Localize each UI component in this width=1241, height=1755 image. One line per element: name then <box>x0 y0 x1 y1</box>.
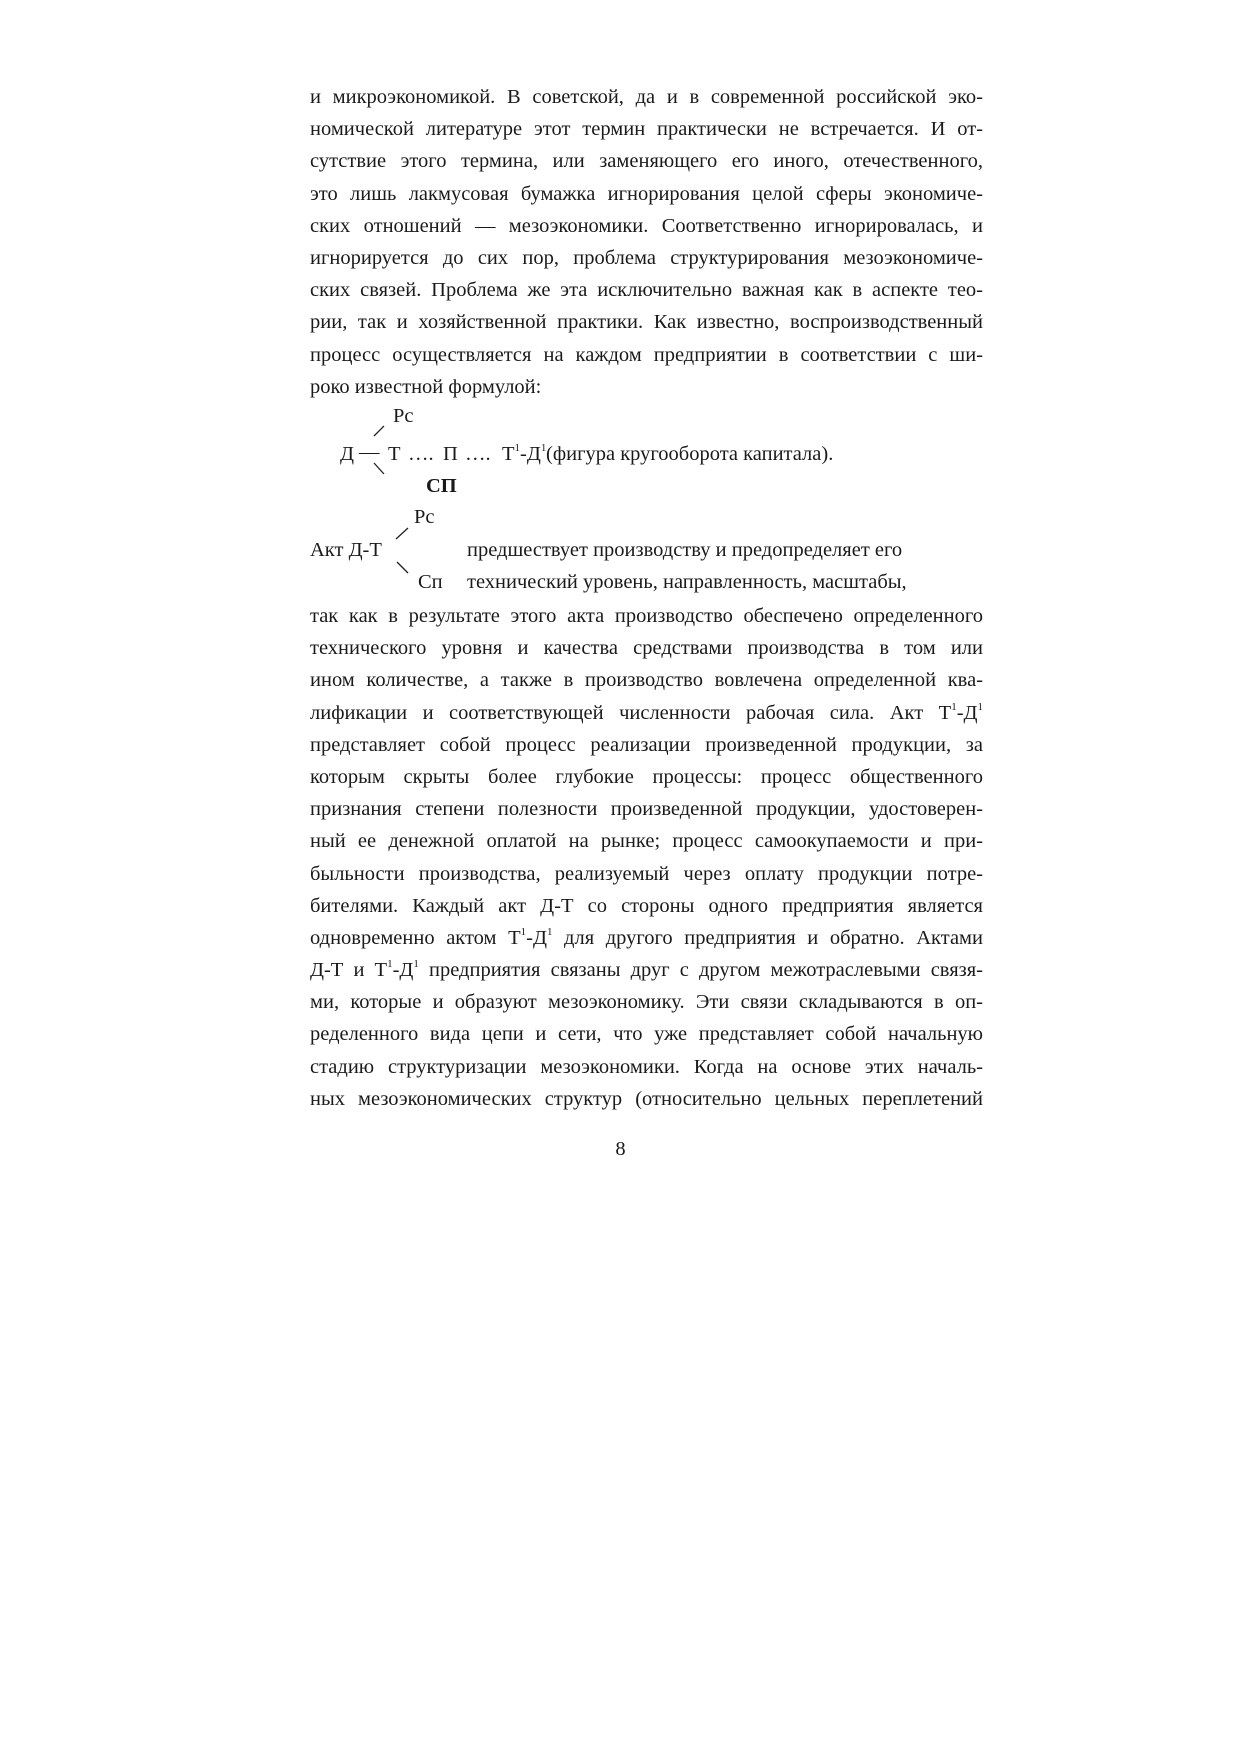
text-run: -Д <box>392 959 414 982</box>
formula-chain-t: Т <box>388 443 401 465</box>
text-run: лификации и соответствующей численности рабочая сила. Акт Т <box>310 701 952 724</box>
branch-stroke-down <box>397 562 408 573</box>
text-line: номической литературе этот термин практически не встречается. И от- <box>310 118 983 141</box>
page-number: 8 <box>615 1138 626 1160</box>
superscript: 1 <box>951 700 957 713</box>
text-line: технического уровня и качества средствами производства в том или <box>310 637 983 660</box>
text-line <box>310 922 983 954</box>
d-letter: -Д <box>520 443 541 465</box>
text-run: -Д <box>956 701 978 724</box>
text-line: роко известной формулой: <box>310 375 542 398</box>
paragraph-main <box>310 600 983 1115</box>
formula-t1-d1 <box>502 444 546 465</box>
text-run: Д-Т и Т <box>310 959 388 982</box>
formula-start-d: Д <box>340 443 354 465</box>
act-label: Акт Д-Т <box>310 539 382 561</box>
text-line: стадию структуризации мезоэкономики. Когда на основе этих началь- <box>310 1055 983 1078</box>
formula-dots: …. <box>408 443 434 465</box>
act-lower-branch: Сп <box>418 571 443 593</box>
superscript: 1 <box>977 700 983 713</box>
superscript: 1 <box>387 958 393 971</box>
text-line: ных мезоэкономических структур (относительно цельных переплетений <box>310 1087 983 1110</box>
t-letter: Т <box>502 443 515 465</box>
text-run: для другого предприятия и обратно. Актами <box>552 926 983 949</box>
text-line: бителями. Каждый акт Д-Т со стороны одного предприятия является <box>310 894 983 917</box>
text-line: ином количестве, а также в производство вовлечена определенной ква- <box>310 669 983 692</box>
text-line: признания степени полезности произведенной продукции, удостоверен- <box>310 798 983 821</box>
text-run: одновременно актом Т <box>310 926 521 949</box>
text-line: и микроэкономикой. В советской, да и в современной российской эко- <box>310 86 983 108</box>
text-run: -Д <box>526 926 547 949</box>
text-run: предприятия связаны друг с другом межотраслевыми связя- <box>418 959 984 982</box>
superscript: 1 <box>546 926 553 939</box>
text-line: которым скрыты более глубокие процессы: процесс общественного <box>310 765 983 788</box>
act-line2: технический уровень, направленность, масштабы, <box>467 571 907 593</box>
superscript: 1 <box>413 958 419 971</box>
branch-stroke-down <box>374 463 384 474</box>
formula-dash: — <box>359 441 380 463</box>
text-line: ских связей. Проблема же эта исключительно важная как в аспекте тео- <box>310 279 983 302</box>
text-line: это лишь лакмусовая бумажка игнорирования целой сферы экономиче- <box>310 182 983 205</box>
formula-lower-branch: СП <box>426 475 457 497</box>
text-line: ределенного вида цепи и сети, что уже представляет собой начальную <box>310 1023 983 1046</box>
text-line: ный ее денежной оплатой на рынке; процесс самоокупаемости и при- <box>310 830 983 853</box>
act-upper-branch: Рс <box>414 506 435 528</box>
text-line: представляет собой процесс реализации произведенной продукции, за <box>310 733 983 756</box>
text-line: процесс осуществляется на каждом предприятии в соответствии с ши- <box>310 343 983 366</box>
text-line: быльности производства, реализуемый через оплату продукции потре- <box>310 862 983 885</box>
formula-upper-branch: Рс <box>393 405 414 427</box>
text-line <box>310 697 983 729</box>
branch-stroke-up <box>396 528 408 539</box>
superscript: 1 <box>520 926 527 939</box>
text-line: игнорируется до сих пор, проблема структурирования мезоэкономиче- <box>310 246 983 269</box>
text-line <box>310 954 983 986</box>
text-line: так как в результате этого акта производство обеспечено определенного <box>310 605 983 627</box>
text-line: сутствие этого термина, или заменяющего его иного, отечественного, <box>310 150 983 173</box>
formula-chain-p: П <box>443 443 458 465</box>
superscript: 1 <box>514 442 521 455</box>
text-line: ских отношений — мезоэкономики. Соответственно игнорировалась, и <box>310 214 983 237</box>
formula-dots: …. <box>465 443 491 465</box>
act-line1: предшествует производству и предопределяет его <box>467 539 903 561</box>
text-line: рии, так и хозяйственной практики. Как известно, воспроизводственный <box>310 311 983 334</box>
text-line: ми, которые и образуют мезоэкономику. Эти связи складываются в оп- <box>310 991 983 1014</box>
formula-caption: (фигура кругооборота капитала). <box>546 443 834 465</box>
superscript: 1 <box>540 442 547 455</box>
branch-stroke-up <box>374 426 384 436</box>
paragraph-intro <box>310 81 983 403</box>
